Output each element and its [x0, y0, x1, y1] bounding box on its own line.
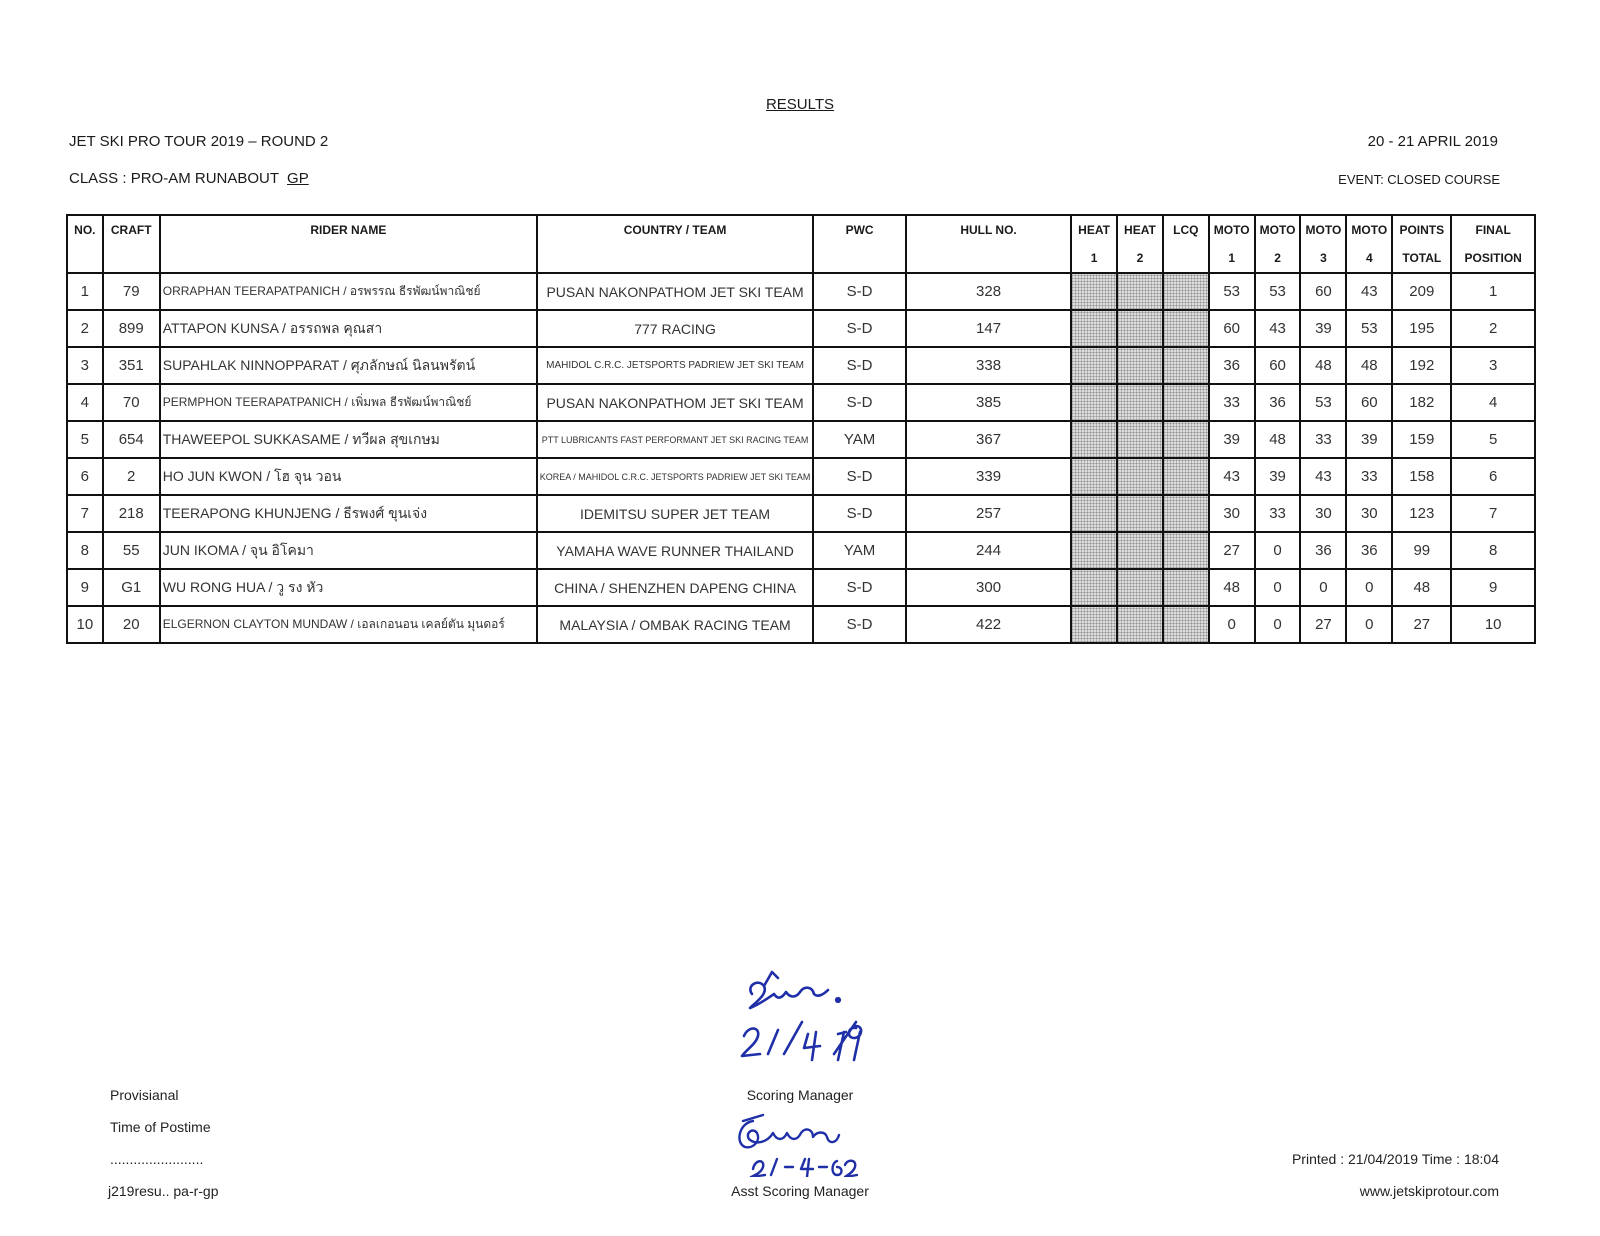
- header-pwc-blank: [813, 244, 906, 273]
- cell-moto1: 30: [1209, 495, 1255, 532]
- cell-lcq: [1163, 532, 1209, 569]
- event-date: 20 - 21 APRIL 2019: [1367, 133, 1498, 150]
- header-rider-blank: [160, 244, 537, 273]
- cell-total: 158: [1392, 458, 1451, 495]
- cell-position: 9: [1451, 569, 1535, 606]
- cell-hull: 339: [906, 458, 1071, 495]
- header-heat1-top: HEAT: [1071, 215, 1117, 244]
- cell-moto2: 60: [1255, 347, 1301, 384]
- cell-moto2: 39: [1255, 458, 1301, 495]
- cell-position: 4: [1451, 384, 1535, 421]
- cell-moto3: 30: [1300, 495, 1346, 532]
- cell-position: 7: [1451, 495, 1535, 532]
- cell-position: 1: [1451, 273, 1535, 310]
- header-team-blank: [537, 244, 813, 273]
- cell-moto4: 53: [1346, 310, 1392, 347]
- cell-total: 159: [1392, 421, 1451, 458]
- cell-moto1: 60: [1209, 310, 1255, 347]
- cell-moto3: 48: [1300, 347, 1346, 384]
- table-row: [67, 495, 1535, 532]
- cell-team: YAMAHA WAVE RUNNER THAILAND: [537, 532, 813, 569]
- header-final-top: FINAL: [1451, 215, 1535, 244]
- cell-moto4: 30: [1346, 495, 1392, 532]
- cell-team: 777 RACING: [537, 310, 813, 347]
- header-moto2-num: 2: [1255, 244, 1301, 273]
- header-heat2-num: 2: [1117, 244, 1163, 273]
- cell-team: MALAYSIA / OMBAK RACING TEAM: [537, 606, 813, 643]
- cell-moto2: 0: [1255, 532, 1301, 569]
- cell-rider: JUN IKOMA / จุน อิโคมา: [160, 532, 537, 569]
- cell-moto4: 33: [1346, 458, 1392, 495]
- cell-no: 5: [67, 421, 103, 458]
- cell-lcq: [1163, 458, 1209, 495]
- cell-hull: 257: [906, 495, 1071, 532]
- header-moto1-top: MOTO: [1209, 215, 1255, 244]
- cell-heat2: [1117, 347, 1163, 384]
- header-hull-blank: [906, 244, 1071, 273]
- cell-moto1: 36: [1209, 347, 1255, 384]
- cell-lcq: [1163, 384, 1209, 421]
- cell-moto2: 0: [1255, 569, 1301, 606]
- header-moto4-num: 4: [1346, 244, 1392, 273]
- header-heat2-top: HEAT: [1117, 215, 1163, 244]
- cell-no: 10: [67, 606, 103, 643]
- header-moto4-top: MOTO: [1346, 215, 1392, 244]
- cell-heat1: [1071, 458, 1117, 495]
- header-rider: RIDER NAME: [160, 215, 537, 244]
- cell-rider: PERMPHON TEERAPATPANICH / เพิ่มพล ธีรพัฒน์พาณิชย์: [160, 384, 537, 421]
- cell-hull: 147: [906, 310, 1071, 347]
- cell-moto3: 60: [1300, 273, 1346, 310]
- header-points-top: POINTS: [1392, 215, 1451, 244]
- header-pwc: PWC: [813, 215, 906, 244]
- cell-pwc: S-D: [813, 606, 906, 643]
- cell-no: 7: [67, 495, 103, 532]
- cell-hull: 367: [906, 421, 1071, 458]
- cell-rider: WU RONG HUA / วู รง หัว: [160, 569, 537, 606]
- cell-moto4: 60: [1346, 384, 1392, 421]
- cell-heat1: [1071, 310, 1117, 347]
- cell-lcq: [1163, 273, 1209, 310]
- table-row: [67, 347, 1535, 384]
- header-moto3-num: 3: [1300, 244, 1346, 273]
- cell-heat2: [1117, 458, 1163, 495]
- cell-moto3: 33: [1300, 421, 1346, 458]
- cell-moto3: 36: [1300, 532, 1346, 569]
- cell-no: 3: [67, 347, 103, 384]
- cell-lcq: [1163, 347, 1209, 384]
- cell-moto1: 43: [1209, 458, 1255, 495]
- header-no: NO.: [67, 215, 103, 244]
- cell-position: 6: [1451, 458, 1535, 495]
- event-type: EVENT: CLOSED COURSE: [1338, 172, 1500, 187]
- cell-lcq: [1163, 310, 1209, 347]
- header-points-total: TOTAL: [1392, 244, 1451, 273]
- header-moto3-top: MOTO: [1300, 215, 1346, 244]
- cell-heat2: [1117, 569, 1163, 606]
- cell-team: KOREA / MAHIDOL C.R.C. JETSPORTS PADRIEW JET SKI TEAM: [537, 458, 813, 495]
- header-team: COUNTRY / TEAM: [537, 215, 813, 244]
- cell-heat1: [1071, 273, 1117, 310]
- cell-lcq: [1163, 421, 1209, 458]
- cell-total: 209: [1392, 273, 1451, 310]
- cell-moto3: 27: [1300, 606, 1346, 643]
- cell-rider: ATTAPON KUNSA / อรรถพล คุณสา: [160, 310, 537, 347]
- header-final-position: POSITION: [1451, 244, 1535, 273]
- class-line: [69, 170, 309, 187]
- table-row: [67, 273, 1535, 310]
- cell-total: 195: [1392, 310, 1451, 347]
- asst-scoring-manager-signature: [733, 1113, 863, 1177]
- header-lcq-blank: [1163, 244, 1209, 273]
- website-link[interactable]: www.jetskiprotour.com: [1359, 1183, 1499, 1199]
- cell-position: 8: [1451, 532, 1535, 569]
- results-table: [66, 214, 1536, 644]
- cell-heat2: [1117, 384, 1163, 421]
- cell-moto2: 0: [1255, 606, 1301, 643]
- printed-timestamp: Printed : 21/04/2019 Time : 18:04: [1291, 1151, 1499, 1167]
- cell-hull: 328: [906, 273, 1071, 310]
- header-craft: CRAFT: [103, 215, 160, 244]
- cell-craft: 899: [103, 310, 160, 347]
- file-id: j219resu.. pa-r-gp: [108, 1183, 219, 1199]
- cell-moto3: 43: [1300, 458, 1346, 495]
- cell-heat1: [1071, 421, 1117, 458]
- event-name: JET SKI PRO TOUR 2019 – ROUND 2: [69, 133, 329, 150]
- cell-hull: 338: [906, 347, 1071, 384]
- cell-total: 182: [1392, 384, 1451, 421]
- cell-heat1: [1071, 347, 1117, 384]
- cell-heat2: [1117, 421, 1163, 458]
- cell-no: 1: [67, 273, 103, 310]
- header-lcq: LCQ: [1163, 215, 1209, 244]
- cell-heat2: [1117, 273, 1163, 310]
- table-row: [67, 310, 1535, 347]
- header-craft-blank: [103, 244, 160, 273]
- cell-moto4: 0: [1346, 569, 1392, 606]
- header-hull: HULL NO.: [906, 215, 1071, 244]
- cell-total: 48: [1392, 569, 1451, 606]
- table-row: [67, 606, 1535, 643]
- cell-pwc: YAM: [813, 421, 906, 458]
- cell-rider: HO JUN KWON / โฮ จุน วอน: [160, 458, 537, 495]
- cell-moto3: 53: [1300, 384, 1346, 421]
- cell-rider: TEERAPONG KHUNJENG / ธีรพงศ์ ขุนเจ่ง: [160, 495, 537, 532]
- cell-team: PUSAN NAKONPATHOM JET SKI TEAM: [537, 384, 813, 421]
- header-no-blank: [67, 244, 103, 273]
- cell-heat2: [1117, 606, 1163, 643]
- cell-moto2: 48: [1255, 421, 1301, 458]
- cell-craft: G1: [103, 569, 160, 606]
- table-row: [67, 458, 1535, 495]
- cell-heat2: [1117, 532, 1163, 569]
- cell-moto2: 36: [1255, 384, 1301, 421]
- cell-moto3: 0: [1300, 569, 1346, 606]
- cell-moto2: 53: [1255, 273, 1301, 310]
- cell-hull: 244: [906, 532, 1071, 569]
- cell-moto1: 39: [1209, 421, 1255, 458]
- cell-heat1: [1071, 532, 1117, 569]
- cell-hull: 300: [906, 569, 1071, 606]
- cell-pwc: S-D: [813, 384, 906, 421]
- cell-pwc: S-D: [813, 310, 906, 347]
- cell-position: 5: [1451, 421, 1535, 458]
- header-moto2-top: MOTO: [1255, 215, 1301, 244]
- cell-team: CHINA / SHENZHEN DAPENG CHINA: [537, 569, 813, 606]
- cell-position: 10: [1451, 606, 1535, 643]
- cell-lcq: [1163, 606, 1209, 643]
- cell-no: 2: [67, 310, 103, 347]
- cell-craft: 2: [103, 458, 160, 495]
- document-title: RESULTS: [765, 96, 835, 113]
- cell-rider: THAWEEPOL SUKKASAME / ทวีผล สุขเกษม: [160, 421, 537, 458]
- cell-moto1: 27: [1209, 532, 1255, 569]
- class-label: CLASS : PRO-AM RUNABOUT: [69, 170, 280, 187]
- cell-pwc: YAM: [813, 532, 906, 569]
- cell-team: IDEMITSU SUPER JET TEAM: [537, 495, 813, 532]
- cell-heat2: [1117, 310, 1163, 347]
- table-row: [67, 384, 1535, 421]
- cell-moto4: 0: [1346, 606, 1392, 643]
- cell-lcq: [1163, 495, 1209, 532]
- cell-craft: 351: [103, 347, 160, 384]
- cell-pwc: S-D: [813, 347, 906, 384]
- cell-hull: 385: [906, 384, 1071, 421]
- scoring-manager-signature: [738, 968, 868, 1064]
- cell-pwc: S-D: [813, 495, 906, 532]
- cell-rider: ELGERNON CLAYTON MUNDAW / เอลเกอนอน เคลย์ตัน มุนดอร์: [160, 606, 537, 643]
- cell-moto1: 48: [1209, 569, 1255, 606]
- cell-no: 9: [67, 569, 103, 606]
- cell-pwc: S-D: [813, 273, 906, 310]
- cell-moto4: 39: [1346, 421, 1392, 458]
- cell-moto4: 36: [1346, 532, 1392, 569]
- scoring-manager-label: Scoring Manager: [746, 1087, 854, 1103]
- cell-team: PTT LUBRICANTS FAST PERFORMANT JET SKI RACING TEAM: [537, 421, 813, 458]
- cell-moto1: 53: [1209, 273, 1255, 310]
- cell-moto2: 43: [1255, 310, 1301, 347]
- cell-craft: 79: [103, 273, 160, 310]
- cell-craft: 70: [103, 384, 160, 421]
- cell-rider: ORRAPHAN TEERAPATPANICH / อรพรรณ ธีรพัฒน์พาณิชย์: [160, 273, 537, 310]
- postime-blank: ........................: [110, 1151, 204, 1167]
- cell-no: 4: [67, 384, 103, 421]
- cell-heat1: [1071, 384, 1117, 421]
- class-suffix: GP: [287, 170, 309, 187]
- time-of-postime-label: Time of Postime: [110, 1119, 211, 1135]
- cell-no: 8: [67, 532, 103, 569]
- cell-heat1: [1071, 495, 1117, 532]
- cell-moto4: 43: [1346, 273, 1392, 310]
- cell-team: PUSAN NAKONPATHOM JET SKI TEAM: [537, 273, 813, 310]
- table-row: [67, 569, 1535, 606]
- cell-team: MAHIDOL C.R.C. JETSPORTS PADRIEW JET SKI TEAM: [537, 347, 813, 384]
- cell-heat1: [1071, 569, 1117, 606]
- cell-rider: SUPAHLAK NINNOPPARAT / ศุภลักษณ์ นิลนพรัตน์: [160, 347, 537, 384]
- provisional-label: Provisianal: [110, 1087, 179, 1103]
- table-row: [67, 421, 1535, 458]
- cell-position: 2: [1451, 310, 1535, 347]
- cell-total: 99: [1392, 532, 1451, 569]
- cell-total: 27: [1392, 606, 1451, 643]
- cell-moto4: 48: [1346, 347, 1392, 384]
- asst-scoring-manager-label: Asst Scoring Manager: [731, 1183, 869, 1199]
- cell-heat2: [1117, 495, 1163, 532]
- cell-no: 6: [67, 458, 103, 495]
- header-heat1-num: 1: [1071, 244, 1117, 273]
- cell-total: 192: [1392, 347, 1451, 384]
- cell-moto1: 0: [1209, 606, 1255, 643]
- table-row: [67, 532, 1535, 569]
- header-moto1-num: 1: [1209, 244, 1255, 273]
- cell-hull: 422: [906, 606, 1071, 643]
- cell-lcq: [1163, 569, 1209, 606]
- cell-total: 123: [1392, 495, 1451, 532]
- cell-position: 3: [1451, 347, 1535, 384]
- cell-heat1: [1071, 606, 1117, 643]
- cell-pwc: S-D: [813, 458, 906, 495]
- cell-craft: 55: [103, 532, 160, 569]
- cell-craft: 218: [103, 495, 160, 532]
- cell-craft: 20: [103, 606, 160, 643]
- cell-craft: 654: [103, 421, 160, 458]
- cell-moto1: 33: [1209, 384, 1255, 421]
- cell-moto2: 33: [1255, 495, 1301, 532]
- cell-pwc: S-D: [813, 569, 906, 606]
- cell-moto3: 39: [1300, 310, 1346, 347]
